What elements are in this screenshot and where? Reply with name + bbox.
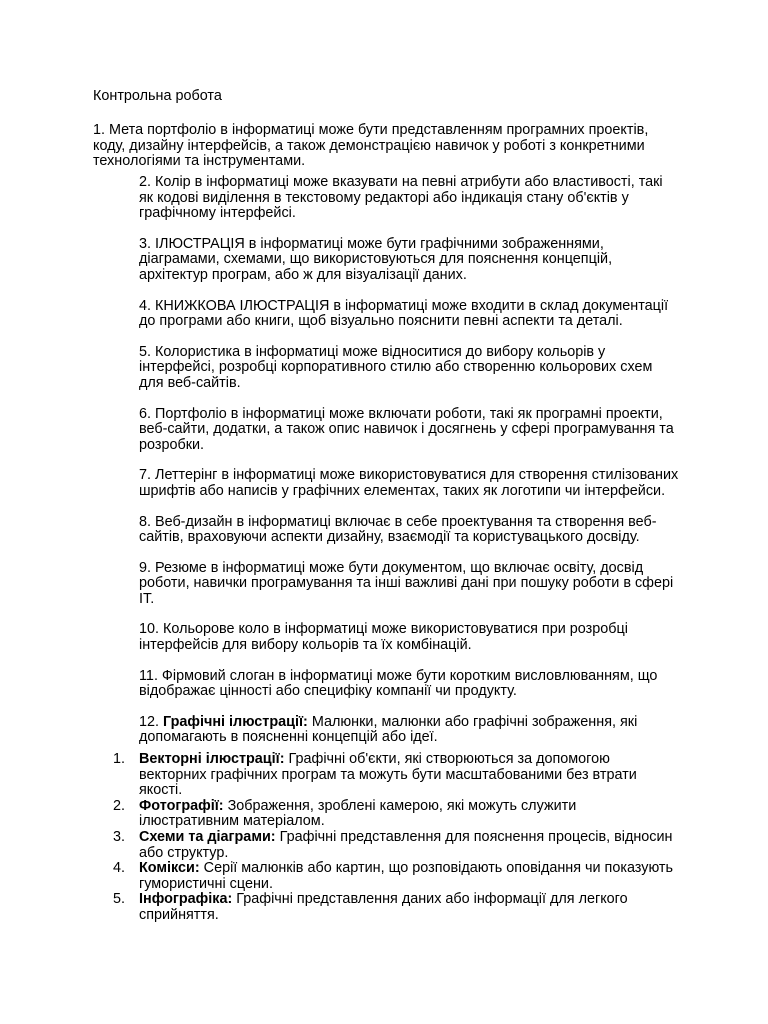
paragraph-8: 8. Веб-дизайн в інформатиці включає в себе проектування та створення веб-сайтів, враховуючи аспекти дизайну, взаємодії та користувацького досвіду. (139, 513, 657, 546)
paragraph-12-term: Графічні ілюстрації: (163, 713, 308, 730)
paragraph-5: 5. Колористика в інформатиці може відноситися до вибору кольорів у інтерфейсі, розробці корпоративного стилю або створенню кольорових схем для веб-сайтів. (139, 343, 653, 391)
paragraph-11: 11. Фірмовий слоган в інформатиці може бути коротким висловлюванням, що відображає цінності або специфіку компанії чи продукту. (139, 667, 658, 700)
list-item-term: Комікси: (139, 860, 200, 877)
list-item-text: Серії малюнків або картин, що розповідають оповідання чи показують гумористичні сцени. (139, 860, 674, 892)
illustration-types-list (93, 752, 679, 924)
list-item-number: 4. (113, 860, 126, 877)
list-item-number: 2. (113, 797, 126, 814)
list-item-text: Зображення, зроблені камерою, які можуть служити ілюстративним матеріалом. (139, 797, 577, 830)
paragraph-7: 7. Леттерінг в інформатиці може використовуватися для створення стилізованих шрифтів або написів у графічних елементах, таких як логотипи чи інтерфейси. (139, 467, 679, 499)
list-item (93, 861, 679, 892)
paragraph-3: 3. ІЛЮСТРАЦІЯ в інформатиці може бути графічними зображеннями, діаграмами, схемами, що використовуються для пояснення концепцій, архітектур програм, або ж для візуалізації даних. (139, 235, 613, 283)
list-item (93, 892, 679, 923)
indented-paragraphs (139, 175, 679, 746)
paragraph-2: 2. Колір в інформатиці може вказувати на певні атрибути або властивості, такі як кодові виділення в текстовому редакторі або індикація стану об'єктів у графічному інтерфейсі. (139, 174, 663, 222)
paragraph-4: 4. КНИЖКОВА ІЛЮСТРАЦІЯ в інформатиці може входити в склад документації до програми або книги, щоб візуально пояснити певні аспекти та деталі. (139, 297, 669, 330)
list-item-term: Інфографіка: (139, 891, 233, 908)
list-item-text: Графічні об'єкти, які створюються за допомогою векторних графічних програм та можуть бути масштабованими без втрати якості. (139, 751, 637, 799)
list-item-text: Графічні представлення для пояснення процесів, відносин або структур. (139, 828, 673, 861)
paragraph-12-number: 12. (139, 713, 164, 730)
list-item-term: Векторні ілюстрації: (139, 751, 285, 767)
paragraph-1: 1. Мета портфоліо в інформатиці може бути представленням програмних проектів, коду, дизайну інтерфейсів, а також демонстрацією навичок у роботі з конкретними технологіями та інструментами. (93, 122, 649, 170)
list-item (93, 799, 679, 830)
list-item (93, 752, 679, 799)
list-item (93, 830, 679, 861)
list-item-text: Графічні представлення даних або інформації для легкого сприйняття. (139, 891, 628, 923)
list-item-term: Фотографії: (139, 797, 224, 814)
paragraph-9: 9. Резюме в інформатиці може бути документом, що включає освіту, досвід роботи, навички програмування та інші важливі дані при пошуку роботи в сфері IT. (139, 559, 674, 607)
list-item-number: 5. (113, 891, 126, 908)
paragraph-10: 10. Кольорове коло в інформатиці може використовуватися при розробці інтерфейсів для вибору кольорів та їх комбінацій. (139, 621, 628, 654)
paragraph-12-text: Малюнки, малюнки або графічні зображення, які допомагають в поясненні концепцій або ідеї. (139, 713, 638, 746)
document-title: Контрольна робота (93, 88, 222, 104)
list-item-number: 3. (113, 828, 126, 845)
paragraph-12 (139, 715, 679, 746)
paragraph-6: 6. Портфоліо в інформатиці може включати роботи, такі як програмні проекти, веб-сайти, додатки, а також опис навичок і досягнень у сфері програмування та розробки. (139, 405, 674, 453)
list-item-number: 1. (113, 751, 126, 767)
list-item-term: Схеми та діаграми: (139, 828, 276, 845)
